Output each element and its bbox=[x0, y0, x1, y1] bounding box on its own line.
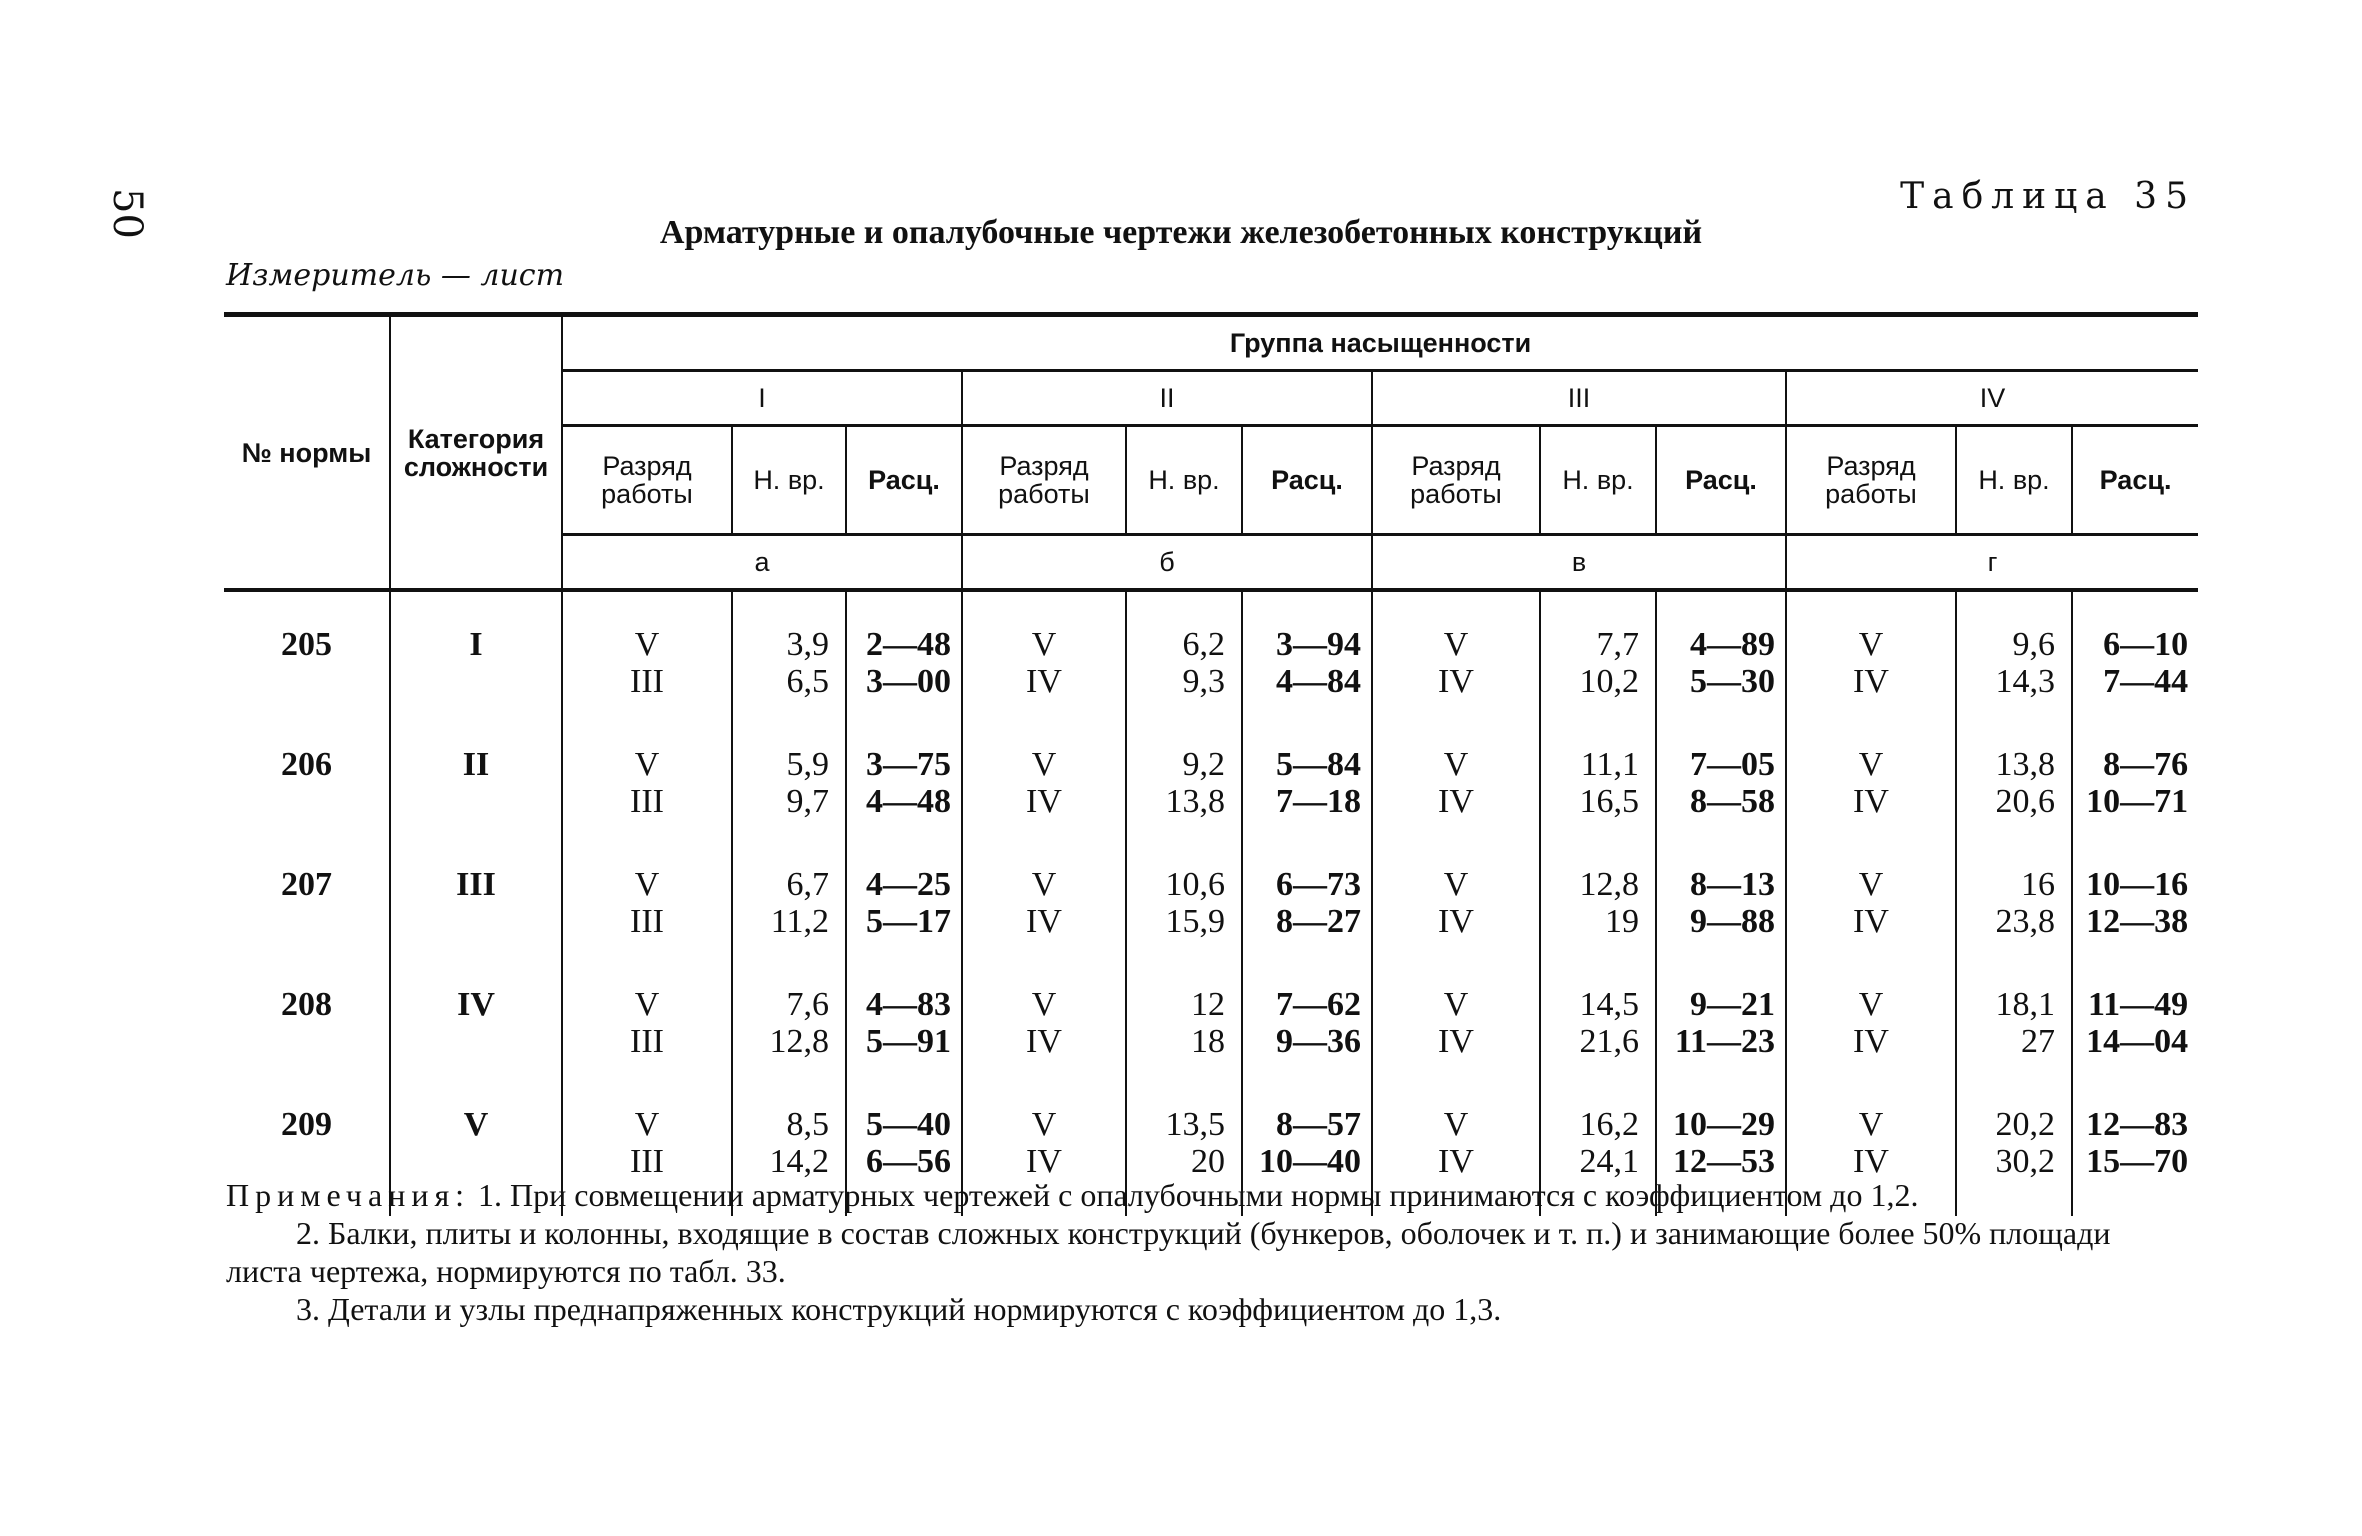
pay-cell bbox=[1242, 590, 1372, 724]
time-value: 9,6 bbox=[2012, 626, 2055, 663]
pay-value: 5—91 bbox=[866, 1023, 951, 1060]
pay-value: 11—23 bbox=[1674, 1023, 1775, 1060]
norm-number-header: № нормы bbox=[224, 315, 390, 591]
notes-heading: Примечания: bbox=[226, 1177, 471, 1213]
pay-value: 4—89 bbox=[1690, 626, 1775, 663]
note-2: 2. Балки, плиты и колонны, входящие в состав сложных конструкций (бункеров, оболочек и т. п.) и занимающие более 50% площади листа чертежа, нормируются по табл. 33. bbox=[226, 1215, 2111, 1289]
grade-value: V bbox=[1443, 746, 1469, 783]
pay-value: 6—56 bbox=[866, 1143, 951, 1180]
grade-header: Разряд работы bbox=[1372, 426, 1540, 535]
pay-value: 6—10 bbox=[2103, 626, 2189, 663]
grade-value: III bbox=[630, 1143, 664, 1180]
grade-value: IV bbox=[1853, 663, 1889, 700]
grade-cell bbox=[962, 590, 1126, 724]
grade-header: Разряд работы bbox=[562, 426, 732, 535]
time-value: 7,7 bbox=[1596, 626, 1639, 663]
time-value: 27 bbox=[2021, 1023, 2055, 1060]
time-value: 16 bbox=[2021, 866, 2055, 903]
pay-value: 10—40 bbox=[1259, 1143, 1361, 1180]
pay-value: 8—58 bbox=[1690, 783, 1775, 820]
grade-value: IV bbox=[1026, 1023, 1062, 1060]
pay-value: 8—27 bbox=[1276, 903, 1361, 940]
time-cell bbox=[1126, 844, 1242, 964]
pay-value: 5—40 bbox=[866, 1106, 951, 1143]
pay-value: 7—44 bbox=[2103, 663, 2189, 700]
time-value: 14,2 bbox=[769, 1143, 829, 1180]
pay-value: 4—48 bbox=[866, 783, 951, 820]
group-header-1: I bbox=[562, 371, 962, 426]
grade-value: V bbox=[1858, 986, 1884, 1023]
pay-cell bbox=[846, 964, 962, 1084]
time-value: 3,9 bbox=[786, 626, 829, 663]
time-cell bbox=[1956, 724, 2072, 844]
grade-value: V bbox=[1443, 1106, 1469, 1143]
time-value: 14,3 bbox=[1995, 663, 2055, 700]
grade-value: III bbox=[630, 1023, 664, 1060]
time-value: 13,8 bbox=[1165, 783, 1225, 820]
time-value: 16,5 bbox=[1579, 783, 1639, 820]
grade-value: IV bbox=[1026, 663, 1062, 700]
group-header: Группа насыщенности bbox=[562, 315, 2198, 371]
time-value: 11,1 bbox=[1580, 746, 1639, 783]
grade-value: IV bbox=[1853, 1023, 1889, 1060]
norms-table bbox=[224, 312, 2198, 1216]
pay-value: 7—05 bbox=[1690, 746, 1775, 783]
grade-value: V bbox=[634, 1106, 660, 1143]
time-value: 9,3 bbox=[1182, 663, 1225, 700]
pay-value: 10—29 bbox=[1673, 1106, 1775, 1143]
grade-value: V bbox=[634, 986, 660, 1023]
note-3: 3. Детали и узлы преднапряженных конструкций нормируются с коэффициентом до 1,3. bbox=[296, 1291, 1502, 1327]
time-value: 12,8 bbox=[769, 1023, 829, 1060]
norm-number-cell: 206 bbox=[281, 746, 332, 783]
pay-value: 8—76 bbox=[2103, 746, 2189, 783]
time-cell bbox=[732, 590, 846, 724]
pay-cell bbox=[1656, 590, 1786, 724]
time-cell bbox=[1540, 590, 1656, 724]
time-header: Н. вр. bbox=[732, 426, 846, 535]
grade-header: Разряд работы bbox=[1786, 426, 1956, 535]
grade-cell bbox=[562, 844, 732, 964]
pay-cell bbox=[846, 724, 962, 844]
time-value: 14,5 bbox=[1579, 986, 1639, 1023]
grade-cell bbox=[1372, 844, 1540, 964]
notes bbox=[226, 1176, 2194, 1328]
pay-value: 12—38 bbox=[2086, 903, 2189, 940]
time-cell bbox=[1540, 964, 1656, 1084]
pay-cell bbox=[846, 844, 962, 964]
note-1: 1. При совмещении арматурных чертежей с опалубочными нормы принимаются с коэффициентом до 1,2. bbox=[478, 1177, 1919, 1213]
time-value: 7,6 bbox=[786, 986, 829, 1023]
time-cell bbox=[1956, 964, 2072, 1084]
pay-value: 11—49 bbox=[2087, 986, 2189, 1023]
time-value: 13,8 bbox=[1995, 746, 2055, 783]
grade-value: V bbox=[1443, 626, 1469, 663]
time-value: 20 bbox=[1191, 1143, 1225, 1180]
group-header-3: III bbox=[1372, 371, 1786, 426]
table-row bbox=[224, 964, 2198, 1084]
grade-cell bbox=[1786, 724, 1956, 844]
time-value: 18,1 bbox=[1995, 986, 2055, 1023]
pay-cell bbox=[846, 590, 962, 724]
grade-value: III bbox=[630, 663, 664, 700]
grade-value: IV bbox=[1438, 663, 1474, 700]
time-header: Н. вр. bbox=[1956, 426, 2072, 535]
grade-cell bbox=[562, 724, 732, 844]
time-value: 5,9 bbox=[786, 746, 829, 783]
grade-value: V bbox=[1858, 626, 1884, 663]
category-cell: I bbox=[390, 590, 562, 724]
grade-value: III bbox=[630, 903, 664, 940]
pay-value: 5—30 bbox=[1690, 663, 1775, 700]
pay-value: 8—57 bbox=[1276, 1106, 1361, 1143]
time-cell bbox=[1126, 724, 1242, 844]
time-cell bbox=[1540, 724, 1656, 844]
pay-header: Расц. bbox=[1242, 426, 1372, 535]
time-value: 24,1 bbox=[1579, 1143, 1639, 1180]
grade-value: V bbox=[1031, 986, 1057, 1023]
pay-value: 12—53 bbox=[1673, 1143, 1775, 1180]
grade-value: IV bbox=[1438, 783, 1474, 820]
time-value: 9,7 bbox=[786, 783, 829, 820]
grade-value: IV bbox=[1438, 903, 1474, 940]
pay-value: 4—84 bbox=[1276, 663, 1361, 700]
pay-value: 3—94 bbox=[1276, 626, 1361, 663]
pay-value: 3—00 bbox=[866, 663, 951, 700]
grade-value: IV bbox=[1853, 783, 1889, 820]
pay-value: 3—75 bbox=[866, 746, 951, 783]
grade-value: V bbox=[1031, 746, 1057, 783]
grade-value: V bbox=[1443, 866, 1469, 903]
table-label: Таблица 35 bbox=[1900, 176, 2196, 217]
pay-value: 2—48 bbox=[866, 626, 951, 663]
time-value: 12 bbox=[1191, 986, 1225, 1023]
pay-cell bbox=[1656, 724, 1786, 844]
table-row bbox=[224, 844, 2198, 964]
time-header: Н. вр. bbox=[1126, 426, 1242, 535]
grade-value: IV bbox=[1438, 1023, 1474, 1060]
pay-value: 5—84 bbox=[1276, 746, 1361, 783]
measure-unit: Измеритель — лист bbox=[226, 258, 565, 293]
grade-cell bbox=[1372, 724, 1540, 844]
pay-value: 14—04 bbox=[2086, 1023, 2189, 1060]
grade-value: V bbox=[634, 746, 660, 783]
grade-value: V bbox=[1858, 866, 1884, 903]
grade-cell bbox=[1786, 590, 1956, 724]
grade-value: V bbox=[634, 866, 660, 903]
pay-cell bbox=[2072, 964, 2198, 1084]
pay-cell bbox=[2072, 844, 2198, 964]
column-letter-b: б bbox=[962, 535, 1372, 591]
norm-number-cell: 209 bbox=[281, 1106, 332, 1143]
grade-value: V bbox=[1858, 746, 1884, 783]
table-row bbox=[224, 590, 2198, 724]
time-value: 18 bbox=[1191, 1023, 1225, 1060]
norms-table-container bbox=[224, 312, 2198, 1216]
time-value: 6,7 bbox=[786, 866, 829, 903]
grade-cell bbox=[1786, 964, 1956, 1084]
time-value: 20,2 bbox=[1995, 1106, 2055, 1143]
group-header-2: II bbox=[962, 371, 1372, 426]
grade-value: V bbox=[1031, 866, 1057, 903]
time-value: 30,2 bbox=[1995, 1143, 2055, 1180]
norm-number-cell: 208 bbox=[281, 986, 332, 1023]
pay-value: 5—17 bbox=[866, 903, 951, 940]
pay-cell bbox=[2072, 724, 2198, 844]
grade-header: Разряд работы bbox=[962, 426, 1126, 535]
group-header-4: IV bbox=[1786, 371, 2198, 426]
time-cell bbox=[732, 724, 846, 844]
norm-number-cell: 205 bbox=[281, 626, 332, 663]
column-letter-g: г bbox=[1786, 535, 2198, 591]
pay-value: 10—16 bbox=[2086, 866, 2189, 903]
pay-value: 9—36 bbox=[1276, 1023, 1361, 1060]
column-letter-a: а bbox=[562, 535, 962, 591]
pay-cell bbox=[1656, 964, 1786, 1084]
norm-number-cell: 207 bbox=[281, 866, 332, 903]
pay-value: 9—21 bbox=[1690, 986, 1775, 1023]
grade-value: V bbox=[1031, 1106, 1057, 1143]
pay-cell bbox=[2072, 590, 2198, 724]
grade-value: IV bbox=[1026, 1143, 1062, 1180]
pay-header: Расц. bbox=[2072, 426, 2198, 535]
time-value: 6,5 bbox=[786, 663, 829, 700]
grade-value: V bbox=[1858, 1106, 1884, 1143]
category-cell: II bbox=[390, 724, 562, 844]
category-cell: IV bbox=[390, 964, 562, 1084]
time-value: 20,6 bbox=[1995, 783, 2055, 820]
category-header: Категория сложности bbox=[390, 315, 562, 591]
document-title: Арматурные и опалубочные чертежи железобетонных конструкций bbox=[659, 214, 1703, 251]
column-letter-v: в bbox=[1372, 535, 1786, 591]
time-cell bbox=[1126, 964, 1242, 1084]
time-value: 10,2 bbox=[1579, 663, 1639, 700]
pay-header: Расц. bbox=[1656, 426, 1786, 535]
category-cell: V bbox=[390, 1084, 562, 1216]
pay-cell bbox=[1242, 724, 1372, 844]
pay-cell bbox=[1656, 844, 1786, 964]
time-value: 11,2 bbox=[770, 903, 829, 940]
grade-value: V bbox=[1443, 986, 1469, 1023]
pay-value: 9—88 bbox=[1690, 903, 1775, 940]
category-cell: III bbox=[390, 844, 562, 964]
grade-cell bbox=[1372, 590, 1540, 724]
time-cell bbox=[1540, 844, 1656, 964]
pay-value: 4—25 bbox=[866, 866, 951, 903]
pay-value: 6—73 bbox=[1276, 866, 1361, 903]
grade-cell bbox=[962, 724, 1126, 844]
pay-cell bbox=[1242, 964, 1372, 1084]
pay-value: 12—83 bbox=[2086, 1106, 2189, 1143]
grade-value: IV bbox=[1026, 903, 1062, 940]
time-value: 6,2 bbox=[1182, 626, 1225, 663]
pay-value: 7—18 bbox=[1276, 783, 1361, 820]
time-value: 16,2 bbox=[1579, 1106, 1639, 1143]
pay-value: 10—71 bbox=[2086, 783, 2189, 820]
time-value: 10,6 bbox=[1165, 866, 1225, 903]
time-value: 12,8 bbox=[1579, 866, 1639, 903]
grade-value: III bbox=[630, 783, 664, 820]
table-row bbox=[224, 724, 2198, 844]
pay-cell bbox=[1242, 844, 1372, 964]
grade-cell bbox=[562, 964, 732, 1084]
grade-cell bbox=[1786, 844, 1956, 964]
page-number: 50 bbox=[104, 188, 150, 239]
time-value: 9,2 bbox=[1182, 746, 1225, 783]
time-value: 15,9 bbox=[1165, 903, 1225, 940]
time-cell bbox=[732, 964, 846, 1084]
pay-value: 4—83 bbox=[866, 986, 951, 1023]
grade-value: V bbox=[634, 626, 660, 663]
grade-value: IV bbox=[1853, 903, 1889, 940]
time-value: 21,6 bbox=[1579, 1023, 1639, 1060]
grade-cell bbox=[562, 590, 732, 724]
grade-cell bbox=[962, 844, 1126, 964]
time-value: 19 bbox=[1605, 903, 1639, 940]
grade-value: IV bbox=[1026, 783, 1062, 820]
time-cell bbox=[1956, 844, 2072, 964]
time-value: 8,5 bbox=[786, 1106, 829, 1143]
grade-value: IV bbox=[1853, 1143, 1889, 1180]
grade-value: IV bbox=[1438, 1143, 1474, 1180]
time-cell bbox=[1956, 590, 2072, 724]
pay-value: 15—70 bbox=[2086, 1143, 2189, 1180]
grade-cell bbox=[1372, 964, 1540, 1084]
pay-value: 7—62 bbox=[1276, 986, 1361, 1023]
time-value: 13,5 bbox=[1165, 1106, 1225, 1143]
grade-value: V bbox=[1031, 626, 1057, 663]
pay-value: 8—13 bbox=[1690, 866, 1775, 903]
time-cell bbox=[1126, 590, 1242, 724]
grade-cell bbox=[962, 964, 1126, 1084]
time-value: 23,8 bbox=[1995, 903, 2055, 940]
time-cell bbox=[732, 844, 846, 964]
pay-header: Расц. bbox=[846, 426, 962, 535]
time-header: Н. вр. bbox=[1540, 426, 1656, 535]
